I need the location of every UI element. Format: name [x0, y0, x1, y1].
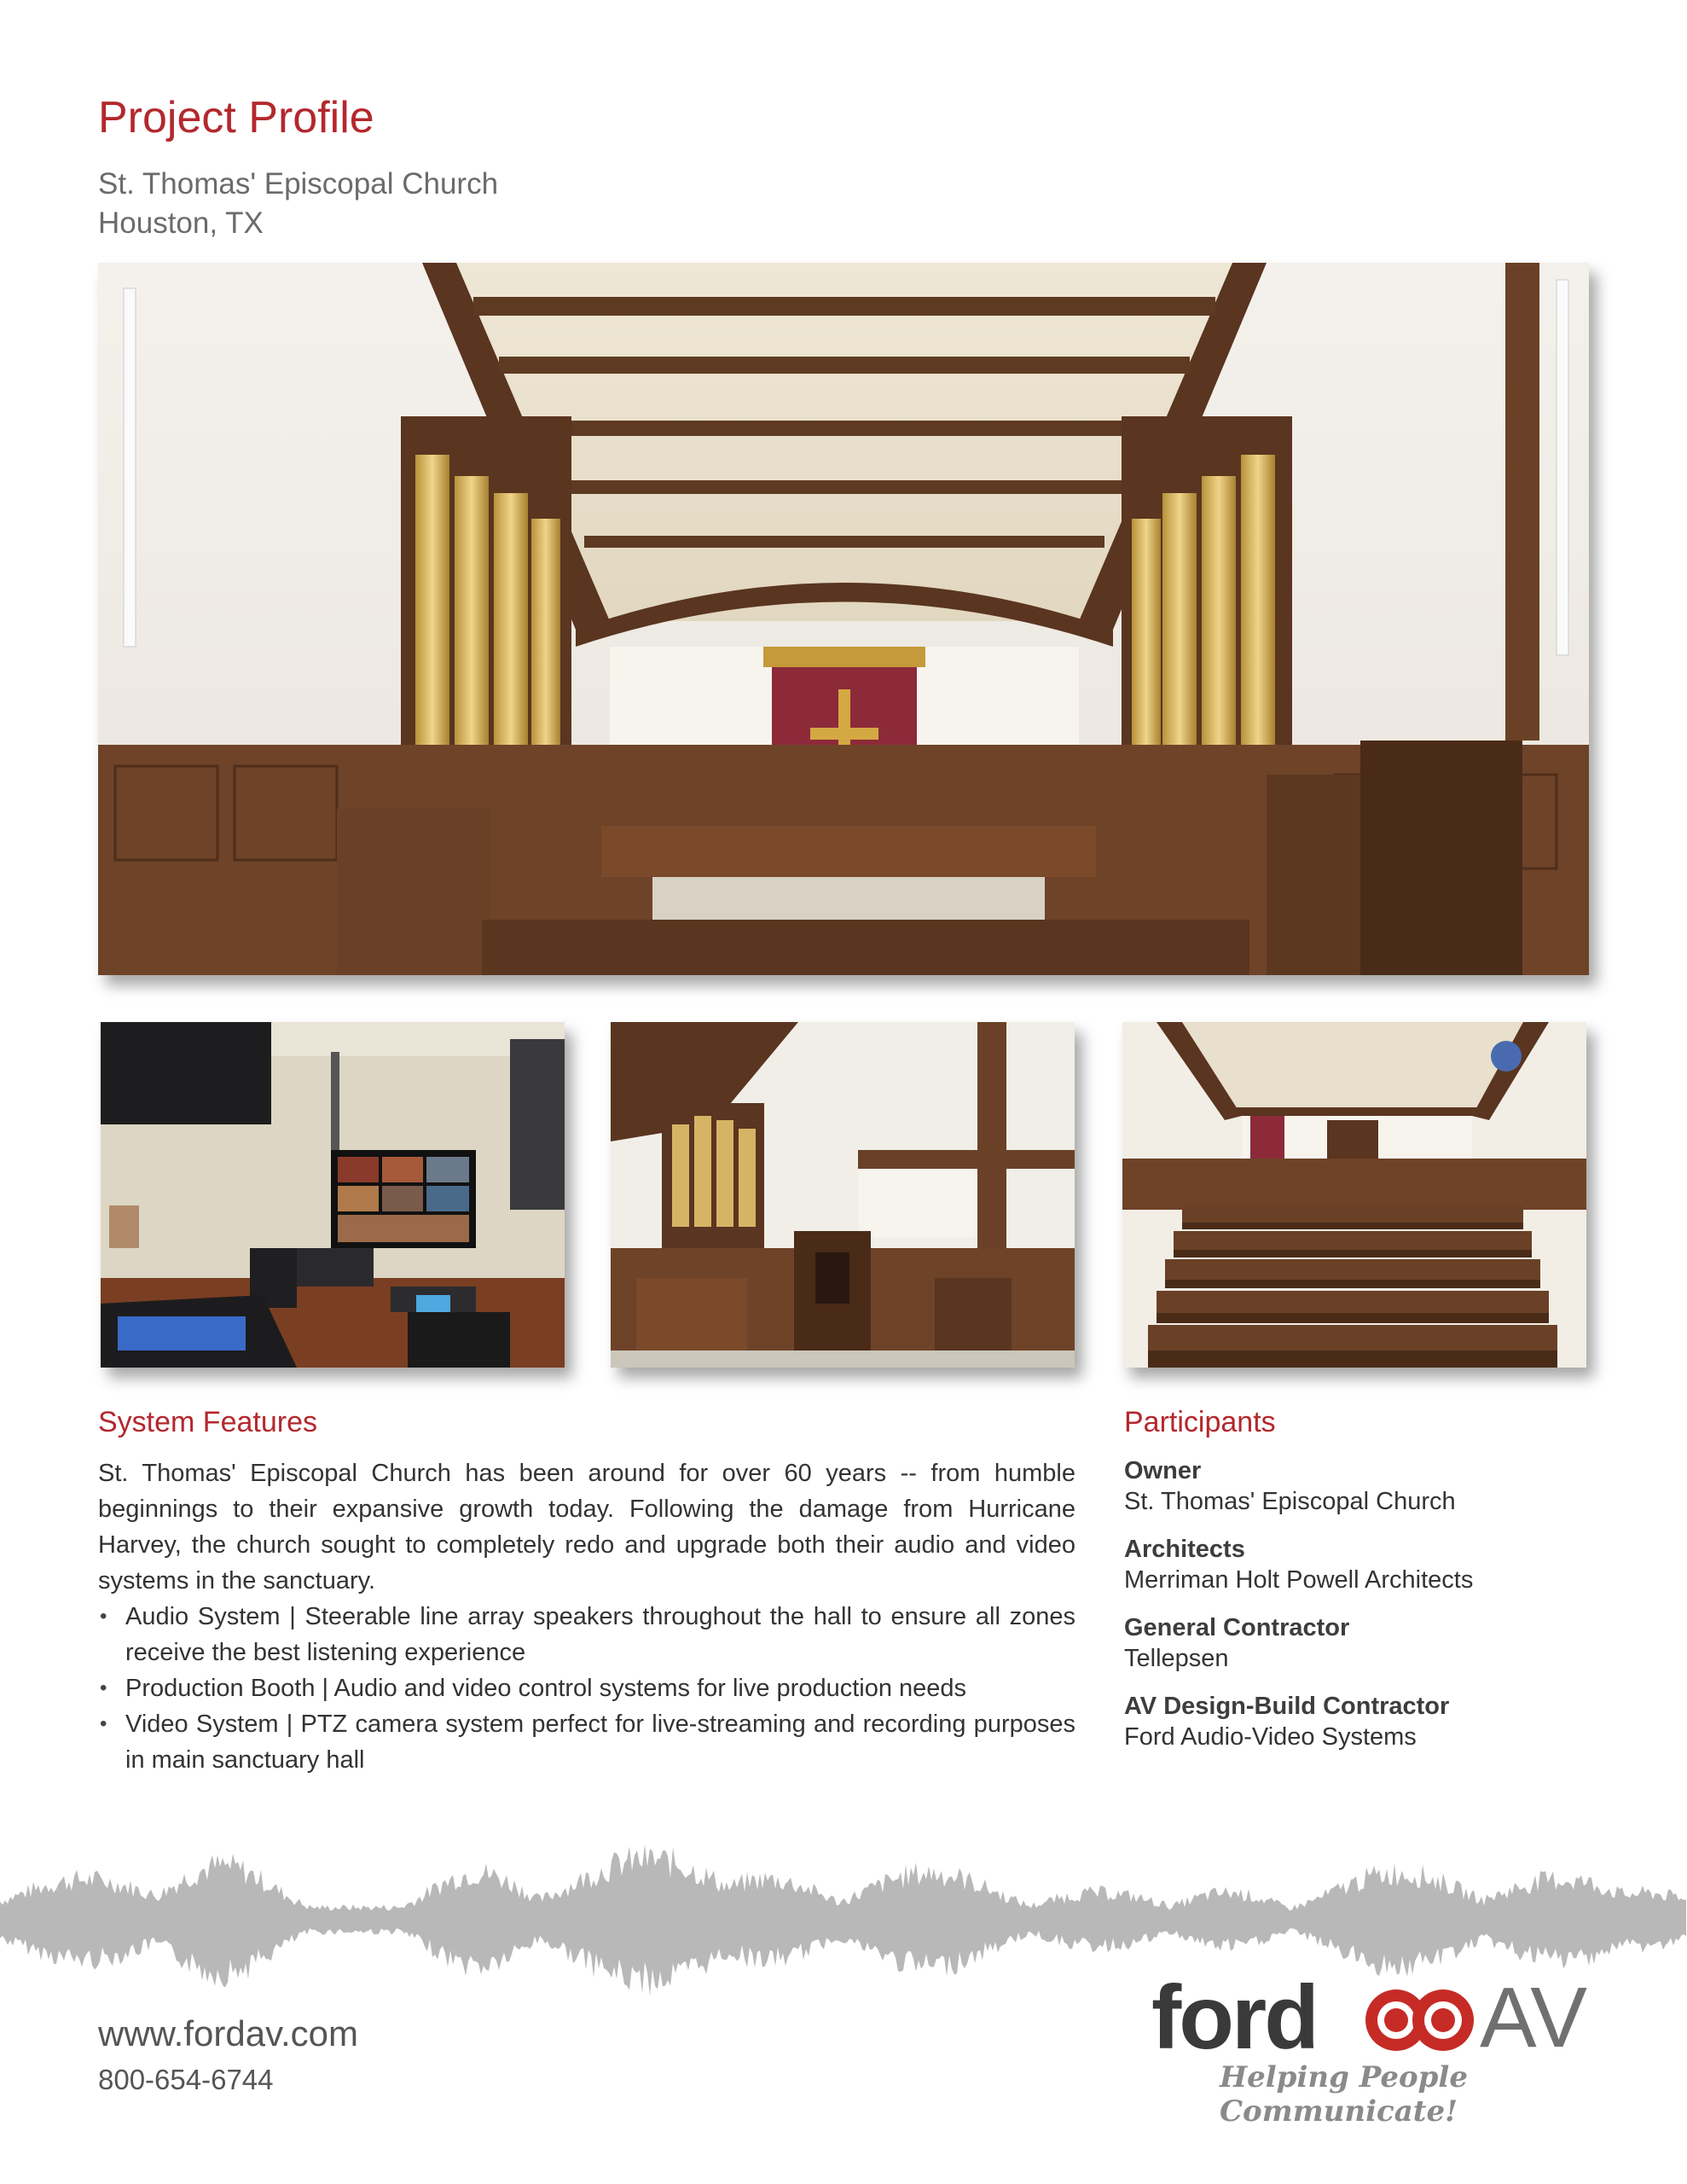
logo-wordmark: ford — [1151, 1967, 1318, 2068]
system-features-heading: System Features — [98, 1406, 317, 1438]
participants-list — [1124, 1455, 1602, 1769]
website-link[interactable]: www.fordav.com — [98, 2013, 358, 2053]
participant-role: Architects — [1124, 1536, 1245, 1563]
participant-general-contractor — [1124, 1612, 1602, 1674]
participant-owner — [1124, 1455, 1602, 1517]
phone-number: 800-654-6744 — [98, 2064, 274, 2095]
participant-role: Owner — [1124, 1457, 1202, 1484]
pews-photo — [1122, 1022, 1586, 1368]
participant-role: AV Design-Build Contractor — [1124, 1693, 1450, 1720]
feature-production-booth: • Production Booth | Audio and video control systems for live production needs — [98, 1670, 1075, 1706]
participant-architects — [1124, 1534, 1602, 1595]
participant-role: General Contractor — [1124, 1614, 1350, 1641]
production-booth-photo — [101, 1022, 565, 1368]
system-features-intro: St. Thomas' Episcopal Church has been around for over 60 years -- from humble beginnings to their expansive growth today. Following the damage from Hurricane Harvey, the church sought to completely redo and upgrade both their audio and video systems in the sanctuary. — [98, 1460, 1075, 1594]
feature-audio-system: • Audio System | Steerable line array speakers throughout the hall to ensure all zones receive the best listening experience — [98, 1599, 1075, 1670]
participant-name: Merriman Holt Powell Architects — [1124, 1566, 1474, 1594]
page-title: Project Profile — [98, 93, 374, 142]
system-features-body — [98, 1455, 1075, 1778]
logo-av-suffix: AV — [1480, 1970, 1587, 2065]
church-name: St. Thomas' Episcopal Church — [98, 167, 499, 200]
logo-circles-icon — [1362, 1986, 1477, 2054]
sanctuary-photo — [98, 263, 1589, 975]
features-list — [98, 1599, 1075, 1778]
participant-name: Tellepsen — [1124, 1645, 1229, 1672]
participant-name: Ford Audio-Video Systems — [1124, 1723, 1417, 1751]
feature-video-system: • Video System | PTZ camera system perfect for live-streaming and recording purposes in main sanctuary hall — [98, 1706, 1075, 1778]
logo-tagline: Helping People Communicate! — [1220, 2060, 1468, 2129]
participants-heading: Participants — [1124, 1406, 1276, 1438]
pulpit-photo — [611, 1022, 1075, 1368]
participant-av-contractor — [1124, 1691, 1602, 1752]
participant-name: St. Thomas' Episcopal Church — [1124, 1488, 1456, 1515]
church-location: Houston, TX — [98, 206, 264, 240]
